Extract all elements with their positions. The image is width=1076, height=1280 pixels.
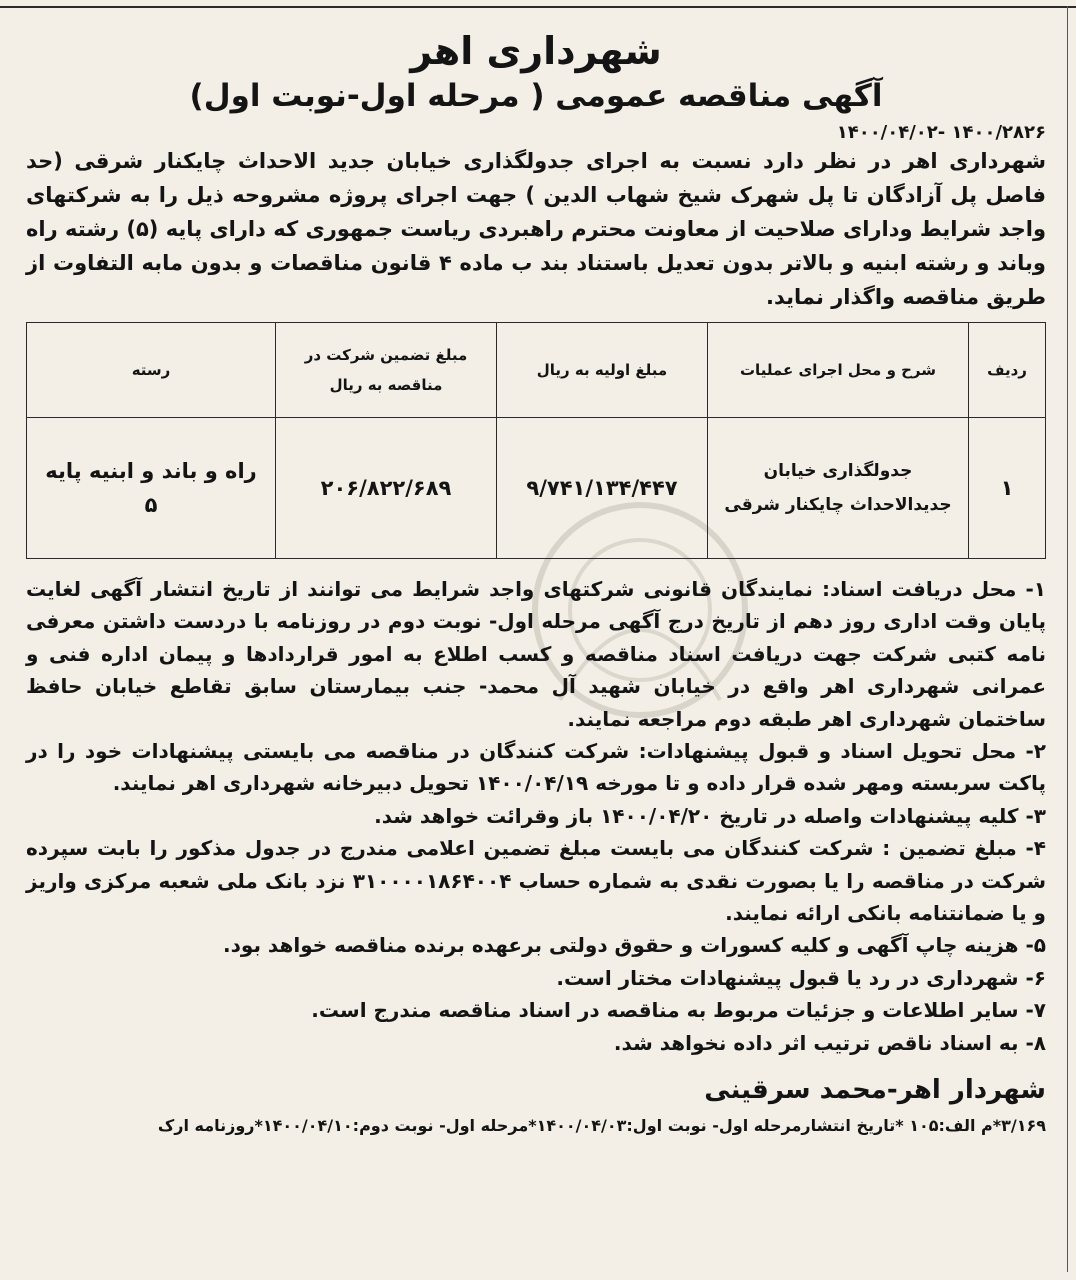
table-row bbox=[27, 418, 1046, 559]
column-divider-line bbox=[1067, 6, 1068, 1272]
condition-item: ۳- کلیه پیشنهادات واصله در تاریخ ۱۴۰۰/۰۴/۲۰ باز وقرائت خواهد شد. bbox=[374, 803, 1046, 828]
cell-initial-amount: ۹/۷۴۱/۱۳۴/۴۴۷ bbox=[497, 418, 708, 559]
notice-body bbox=[26, 28, 1046, 1139]
top-border-line bbox=[0, 6, 1076, 8]
notice-subtitle: آگهی مناقصه عمومی ( مرحله اول-نوبت اول) bbox=[189, 78, 883, 114]
cell-category: راه و باند و ابنیه پایه ۵ bbox=[27, 418, 276, 559]
condition-item: ۶- شهرداری در رد یا قبول پیشنهادات مختار است. bbox=[556, 965, 1046, 990]
mayor-signature-line: شهردار اهر-محمد سرقینی bbox=[704, 1075, 1046, 1106]
header-guarantee-amount: مبلغ تضمین شرکت در مناقصه به ریال bbox=[276, 323, 497, 418]
condition-item: ۲- محل تحویل اسناد و قبول پیشنهادات: شرکت کنندگان در مناقصه می بایستی پیشنهادات خود را در پاکت سربسته ومهر شده قرار داده و تا مورخه ۱۴۰۰/۰۴/۱۹ تحویل دبیرخانه شهرداری اهر نمایند. bbox=[26, 739, 1046, 796]
table-header-row bbox=[27, 323, 1046, 418]
header-category: رسته bbox=[27, 323, 276, 418]
header-row-number: ردیف bbox=[969, 323, 1046, 418]
conditions-list bbox=[26, 573, 1046, 1059]
condition-item: ۵- هزینه چاپ آگهی و کلیه کسورات و حقوق دولتی برعهده برنده مناقصه خواهد بود. bbox=[223, 933, 1046, 958]
reference-number: ۱۴۰۰/۲۸۲۶ -۱۴۰۰/۰۴/۰۲ bbox=[836, 122, 1046, 143]
header-description: شرح و محل اجرای عملیات bbox=[708, 323, 969, 418]
condition-item: ۷- سایر اطلاعات و جزئیات مربوط به مناقصه در اسناد مناقصه مندرج است. bbox=[311, 998, 1046, 1023]
cell-guarantee-amount: ۲۰۶/۸۲۲/۶۸۹ bbox=[276, 418, 497, 559]
condition-item: ۱- محل دریافت اسناد: نمایندگان قانونی شرکتهای واجد شرایط می توانند از تاریخ انتشار آگهی لغایت پایان وقت اداری روز دهم از تاریخ درج آگهی مرحله اول- نوبت دوم در روزنامه با دردست داشتن معرفی نامه کتبی شرکت جهت دریافت اسناد مناقصه و کسب اطلاع به امور قراردادها و پیمان اداره فنی و عمرانی شهرداری اهر واقع در خیابان شهید آل محمد- جنب بیمارستان سابق تقاطع خیابان حافظ ساختمان شهرداری اهر طبقه دوم مراجعه نمایند. bbox=[26, 577, 1046, 731]
header-initial-amount: مبلغ اولیه به ریال bbox=[497, 323, 708, 418]
cell-row-number: ۱ bbox=[969, 418, 1046, 559]
intro-paragraph: شهرداری اهر در نظر دارد نسبت به اجرای جدولگذاری خیابان جدید الاحداث چایکنار شرقی (حد فاصل پل آزادگان تا پل شهرک شیخ شهاب الدین ) جهت اجرای پروژه مشروحه ذیل را به شرکتهای واجد شرایط ودارای صلاحیت از معاونت محترم راهبردی ریاست جمهوری که دارای پایه (۵) رشته راه وباند و رشته ابنیه و بالاتر بدون تعدیل باستناد بند ب ماده ۴ قانون مناقصات و بدون مابه التفاوت از طریق مناقصه واگذار نماید. bbox=[26, 149, 1046, 309]
cell-description: جدولگذاری خیابان جدیدالاحداث چایکنار شرقی bbox=[708, 418, 969, 559]
notice-title: شهرداری اهر bbox=[410, 29, 662, 73]
condition-item: ۴- مبلغ تضمین : شرکت کنندگان می بایست مبلغ تضمین اعلامی مندرج در جدول مذکور را بابت سپرده شرکت در مناقصه را یا بصورت نقدی به شماره حساب ۳۱۰۰۰۰۱۸۶۴۰۰۴ نزد بانک ملی شعبه مرکزی واریز و یا ضمانتنامه بانکی ارائه نمایند. bbox=[26, 836, 1046, 926]
condition-item: ۸- به اسناد ناقص ترتیب اثر داده نخواهد شد. bbox=[613, 1030, 1046, 1055]
tender-table bbox=[26, 322, 1046, 559]
publication-info-footer: ۳/۱۶۹*م الف:۱۰۵ *تاریخ انتشارمرحله اول- نوبت اول:۱۴۰۰/۰۴/۰۳*مرحله اول- نوبت دوم:۱۴۰۰/۰۴/۱۰*روزنامه ارک bbox=[157, 1116, 1046, 1136]
